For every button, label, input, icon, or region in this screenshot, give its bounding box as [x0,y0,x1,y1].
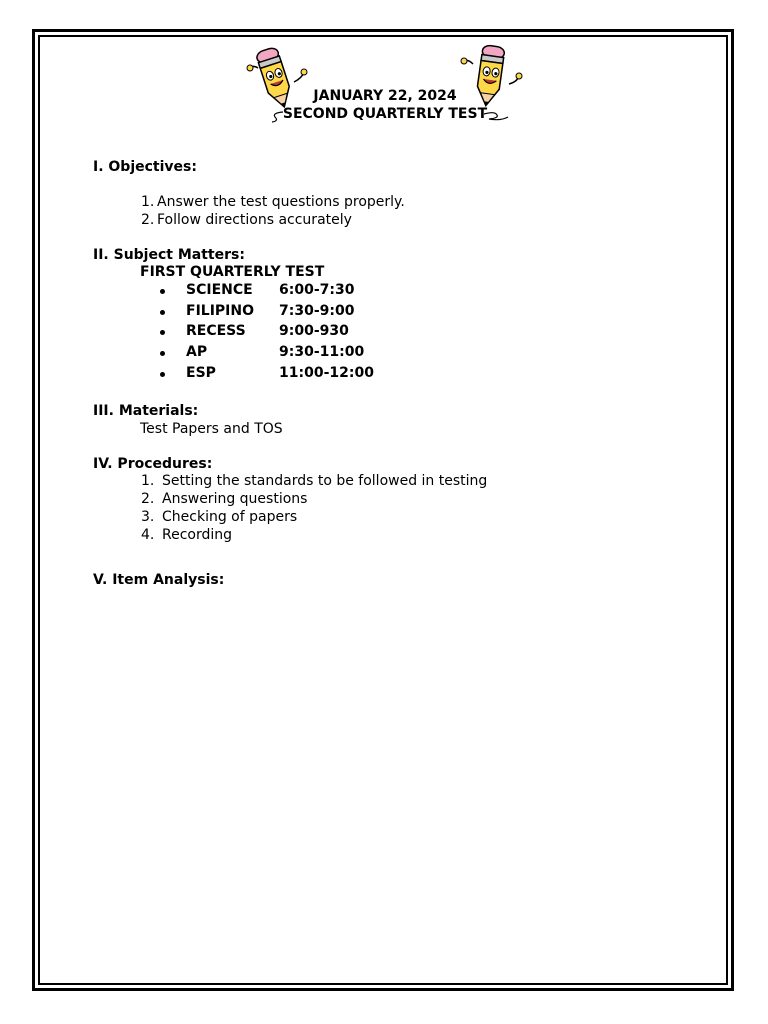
bullet-icon [160,372,165,377]
procedure-number: 2. [141,491,155,507]
procedures-heading: IV. Procedures: [93,456,213,472]
procedure-number: 3. [141,509,155,525]
objective-number: 2. [141,212,155,228]
objective-number: 1. [141,194,155,210]
schedule-subject: FILIPINO [186,303,254,319]
procedure-text: Setting the standards to be followed in testing [162,473,488,489]
item-analysis-heading: V. Item Analysis: [93,572,225,588]
pencil-mascot-icon [244,42,308,114]
bullet-icon [160,289,165,294]
procedure-text: Answering questions [162,491,308,507]
procedure-text: Checking of papers [162,509,298,525]
swash-ornament-icon [483,109,509,123]
bullet-icon [160,330,165,335]
schedule-subject: RECESS [186,323,246,339]
schedule-subject: AP [186,344,208,360]
procedure-number: 4. [141,527,155,543]
subject-matters-subheading: FIRST QUARTERLY TEST [140,264,325,280]
bullet-icon [160,351,165,356]
subject-matters-heading: II. Subject Matters: [93,247,245,263]
materials-heading: III. Materials: [93,403,199,419]
objective-text: Answer the test questions properly. [157,194,405,210]
materials-text: Test Papers and TOS [140,421,283,437]
objectives-heading: I. Objectives: [93,159,197,175]
objective-text: Follow directions accurately [157,212,352,228]
bullet-icon [160,310,165,315]
schedule-subject: SCIENCE [186,282,253,298]
pencil-mascot-icon [459,40,523,112]
schedule-time: 7:30-9:00 [279,303,355,319]
schedule-time: 6:00-7:30 [279,282,355,298]
procedure-number: 1. [141,473,155,489]
schedule-subject: ESP [186,365,216,381]
swash-ornament-icon [270,109,284,123]
procedure-text: Recording [162,527,233,543]
schedule-time: 9:30-11:00 [279,344,365,360]
schedule-time: 9:00-930 [279,323,349,339]
schedule-time: 11:00-12:00 [279,365,374,381]
